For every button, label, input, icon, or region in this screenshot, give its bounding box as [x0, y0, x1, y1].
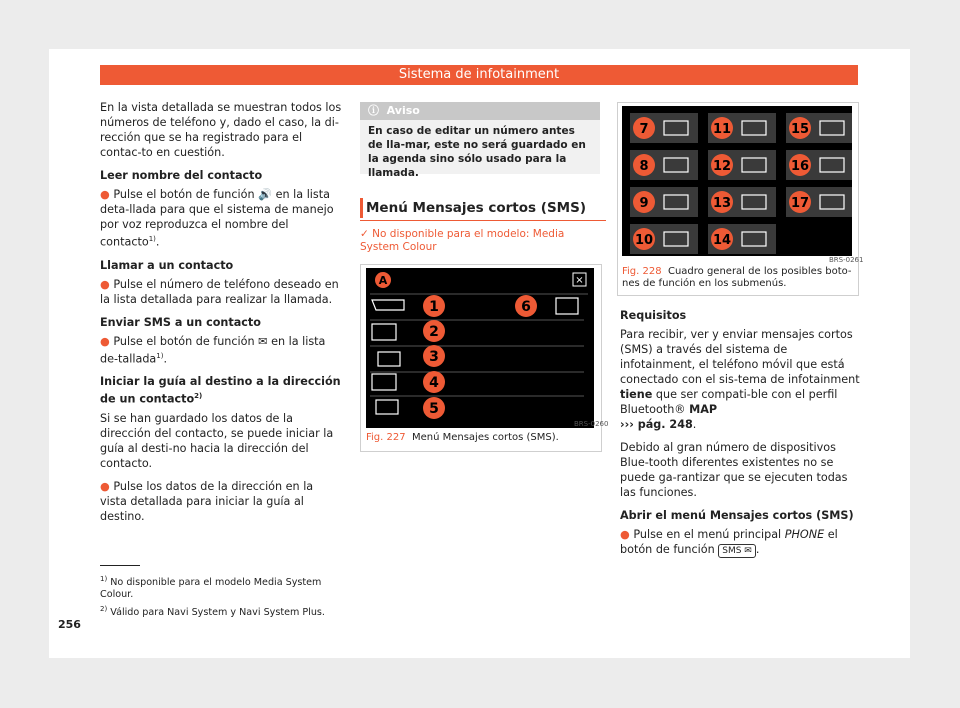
aviso-title: Aviso: [386, 104, 420, 117]
marker-1: 1: [429, 299, 439, 315]
envelope-icon: ✉: [258, 334, 268, 348]
marker-a-label: A: [378, 274, 388, 287]
right-column: [620, 308, 860, 566]
marker-4: 4: [429, 375, 439, 391]
text-part: Pulse los datos de la dirección en la vista detallada para iniciar la guía al destino.: [100, 480, 314, 524]
open-menu-text: ● Pulse en el menú principal PHONE el botón de función SMS ✉ .: [620, 528, 838, 556]
page-number: 256: [58, 618, 81, 631]
fig228-screen: [622, 106, 852, 256]
fig228-marker-15: 15: [790, 122, 810, 137]
figure-number: Fig. 227: [366, 432, 406, 443]
marker-3: 3: [429, 349, 439, 365]
section-heading: Menú Mensajes cortos (SMS): [360, 200, 606, 221]
footnote-mark: 2): [100, 605, 108, 613]
open-menu-title: Abrir el menú Mensajes cortos (SMS): [620, 509, 854, 522]
aviso-box: [360, 102, 600, 179]
caption-text: Cuadro general de los posibles boto-nes de función en los submenús.: [622, 266, 852, 289]
section-read-name-text: ● Pulse el botón de función 🔊 en la lista deta-llada para que el sistema de manejo por voz reproduzca el nombre del contacto$^{1)}$.: [100, 188, 334, 249]
fig228-marker-11: 11: [712, 122, 732, 137]
requirements-text: Para recibir, ver y enviar mensajes cortos (SMS) a través del sistema de infotainment, el teléfono móvil que está conectado con el sis-tema de infotainment tiene que ser compati-ble con el perfil Bluetooth® MAP ››› pág. 248.: [620, 328, 860, 431]
fig228-button: [630, 113, 698, 143]
text-part: Pulse el botón de función: [113, 188, 255, 201]
fig228-button: [630, 224, 698, 254]
fig228-button: [630, 187, 698, 217]
page-link[interactable]: ››› pág. 248: [620, 418, 693, 431]
bullet-icon: ●: [620, 528, 630, 541]
fig228-marker-9: 9: [639, 196, 649, 211]
bullet-icon: ●: [100, 480, 110, 494]
text-part: tiene: [620, 388, 653, 401]
footnote-ref: 1): [148, 235, 156, 243]
compat-text: Debido al gran número de dispositivos Blue-tooth diferentes existentes no se puede ga-rantizar que se ejecuten todas las funciones.: [620, 441, 848, 499]
fig228-button: [786, 113, 852, 143]
marker-6: 6: [521, 299, 531, 315]
fig228-marker-10: 10: [634, 233, 654, 248]
aviso-text: En caso de editar un número antes de lla-mar, este no será guardado en la agenda sino sólo usado para la llamada.: [368, 125, 586, 179]
marker-2: 2: [429, 324, 439, 340]
footnote-text: Válido para Navi System y Navi System Plus.: [110, 607, 325, 619]
fig228-marker-8: 8: [639, 159, 649, 174]
footnote-divider: [100, 565, 140, 566]
section-sms-text: ● Pulse el botón de función ✉ en la lista de-tallada$^{1)}$.: [100, 334, 326, 366]
fig228-marker-17: 17: [790, 196, 810, 211]
fig228-marker-7: 7: [639, 122, 649, 137]
sms-function-key: SMS ✉: [718, 544, 756, 558]
section-call-title: Llamar a un contacto: [100, 258, 234, 272]
fig228-button: [786, 187, 852, 217]
aviso-header: [360, 102, 600, 120]
section-guide-text: Si se han guardado los datos de la dirección del contacto, se puede iniciar la guía al desti-no hacia la dirección del contacto.: [100, 412, 334, 471]
footnote-1: [100, 573, 340, 601]
fig228-marker-16: 16: [790, 159, 810, 174]
fig228-marker-12: 12: [712, 159, 732, 174]
section-guide-bullet: [100, 479, 342, 524]
section-call-text: [100, 277, 342, 307]
footnote-ref: 1): [156, 351, 164, 360]
fig228-button: [708, 113, 776, 143]
footnote-mark: 1): [100, 575, 108, 583]
fig228-button: [708, 187, 776, 217]
info-icon: ⓘ: [368, 104, 379, 117]
text-part: en la lista de-tallada: [100, 334, 326, 366]
footnote-2: [100, 603, 340, 619]
fig227-code: BRS-0260: [574, 420, 609, 428]
fig228-button: [708, 224, 776, 254]
fig227-screen: [366, 268, 594, 428]
text-part: que ser compati-ble con el perfil Bluetooth®: [620, 388, 838, 416]
fig228-button: [630, 150, 698, 180]
speaker-icon: 🔊: [258, 188, 273, 201]
close-icon: ×: [575, 275, 584, 286]
text-part: en la lista deta-llada para que el sistema de manejo por voz reproduzca el nombre del contacto: [100, 188, 334, 249]
marker-5: 5: [429, 401, 439, 417]
page-header: Sistema de infotainment: [100, 65, 858, 85]
footnote-text: No disponible para el modelo Media System Colour.: [100, 577, 322, 601]
text-part: MAP: [689, 403, 718, 416]
text-part: Iniciar la guía al destino a la dirección de un contacto: [100, 375, 341, 407]
fig228-marker-13: 13: [712, 196, 732, 211]
fig228-marker-14: 14: [712, 233, 732, 248]
footnote-ref: 2): [194, 392, 203, 401]
availability-note: [360, 228, 600, 254]
note-text: No disponible para el modelo: Media System Colour: [360, 228, 565, 253]
bullet-icon: ●: [100, 188, 110, 201]
section-guide-title: [100, 374, 342, 407]
text-part: PHONE: [784, 528, 825, 541]
figure-number: Fig. 228: [622, 266, 662, 277]
fig228-caption: [622, 266, 854, 290]
check-icon: ✓: [360, 228, 369, 240]
text-part: Pulse en el menú principal: [633, 528, 782, 541]
text-part: el botón de función: [620, 528, 838, 556]
bullet-icon: ●: [100, 277, 110, 291]
requirements-title: Requisitos: [620, 309, 687, 322]
fig228-button: [708, 150, 776, 180]
text-part: Pulse el botón de función: [113, 334, 255, 348]
bullet-icon: ●: [100, 334, 110, 348]
text-part: Para recibir, ver y enviar mensajes cortos (SMS) a través del sistema de infotainment, el teléfono móvil que está conectado con el sis-tema de infotainment: [620, 328, 860, 386]
left-column: [100, 100, 342, 532]
fig227-caption: [366, 432, 598, 444]
intro-text: En la vista detallada se muestran todos los números de teléfono y, dado el caso, la di-rección que se ha registrado para el contac-to en cuestión.: [100, 101, 342, 159]
section-sms-title: Enviar SMS a un contacto: [100, 315, 261, 329]
text-part: Pulse el número de teléfono deseado en la lista detallada para realizar la llamada.: [100, 277, 339, 306]
fig228-code: BRS-0261: [829, 256, 864, 264]
section-read-name-title: Leer nombre del contacto: [100, 169, 263, 182]
fig228-button: [786, 150, 852, 180]
caption-text: Menú Mensajes cortos (SMS).: [411, 432, 559, 443]
